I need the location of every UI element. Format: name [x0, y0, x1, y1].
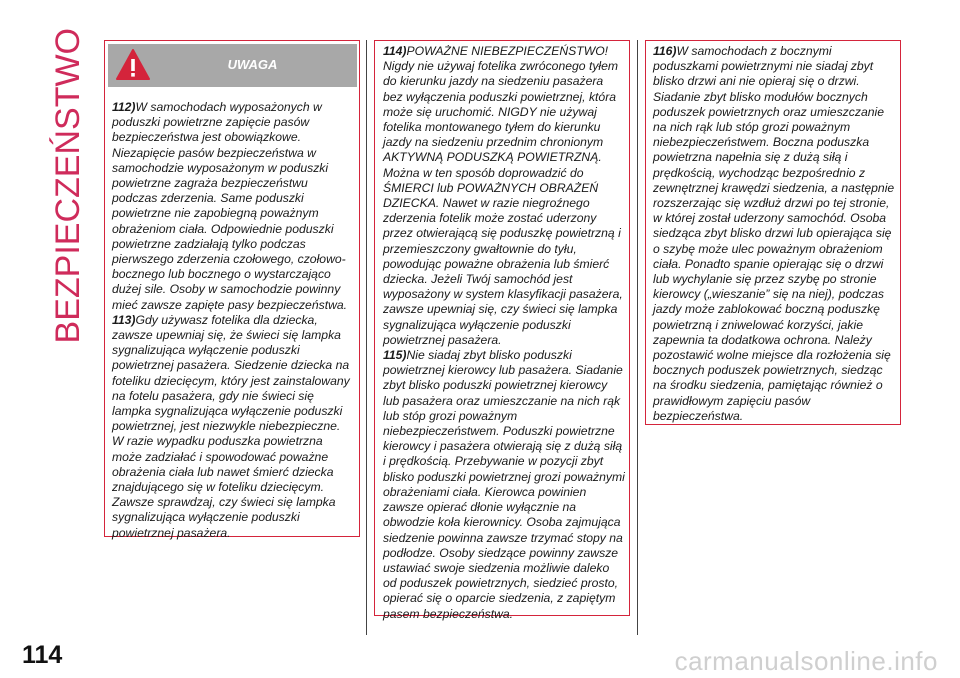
- section-title: BEZPIECZEŃSTWO: [48, 28, 87, 344]
- warning-title: UWAGA: [227, 57, 278, 72]
- warning-header: [108, 44, 357, 87]
- watermark: carmanualsonline.info: [674, 646, 938, 676]
- page-number: 114: [22, 641, 63, 669]
- column-divider-1: [366, 40, 367, 635]
- paragraph-112: 112)W samochodach wyposażonych w poduszki powietrzne zapięcie pasów bezpieczeństwa jest obowiązkowe. Niezapięcie pasów bezpieczeństwa w samochodzie wyposażonym w poduszki powietrzne zagraża bezpieczeństwu podczas zderzenia. Same poduszki powietrzne nie zapobiegną poważnym obrażeniom ciała. Odpowiednie poduszki powietrzne zadziałają tylko podczas pierwszego zderzenia czołowego, czołowo-bocznego lub bocznego o wystarczająco dużej sile. Osoby w samochodzie powinny mieć zawsze zapięte pasy bezpieczeństwa.: [112, 100, 348, 312]
- paragraph-115: 115)Nie siadaj zbyt blisko poduszki powietrznej kierowcy lub pasażera. Siadanie zbyt blisko poduszki powietrznej kierowcy lub pasażera oraz umieszczanie na nich rąk lub stóp grozi poważnym niebezpieczeństwem. Poduszki powietrzne kierowcy i pasażera otwierają się z dużą siłą i prędkością. Przebywanie w pozycji zbyt blisko poduszki powietrznej grozi poważnymi obrażeniami ciała. Kierowca powinien zawsze opierać dłonie wyłącznie na obwodzie koła kierownicy. Osoba zajmująca siedzenie powinna zawsze trzymać stopy na podłodze. Osoby siedzące powinny zawsze ustawiać swoje siedzenia możliwie daleko od poduszek powietrznych, siedzieć prosto, opierać się o oparcie siedzenia, z zapiętym pasem bezpieczeństwa.: [383, 348, 625, 621]
- column-3-text: [653, 44, 897, 424]
- paragraph-113: 113)Gdy używasz fotelika dla dziecka, zawsze upewniaj się, że świeci się lampka sygnalizująca wyłączenie poduszki powietrznej pasażera. Siedzenie dziecka na foteliku dziecięcym, który jest zainstalowany na fotelu pasażera, gdy nie świeci się lampka sygnalizująca wyłączenie poduszki powietrznej, jest niezwykle niebezpieczne. W razie wypadku poduszka powietrzna może zadziałać i spowodować poważne obrażenia ciała lub nawet śmierć dziecka znajdującego się w foteliku dziecięcym. Zawsze sprawdzaj, czy świeci się lampka sygnalizująca wyłączenie poduszki powietrznej pasażera.: [112, 312, 350, 540]
- paragraph-114: 114)POWAŻNE NIEBEZPIECZEŃSTWO! Nigdy nie używaj fotelika zwróconego tyłem do kierunku jazdy na siedzeniu pasażera bez wyłączenia poduszki powietrznej, która może się uruchomić. NIGDY nie używaj fotelika montowanego tyłem do kierunku jazdy na siedzeniu przednim chronionym AKTYWNĄ PODUSZKĄ POWIETRZNĄ. Można w ten sposób doprowadzić do ŚMIERCI lub POWAŻNYCH OBRAŻEŃ DZIECKA. Nawet w razie niegroźnego zderzenia fotelik może zostać uderzony przez otwierającą się poduszkę powietrzną i przemieszczony gwałtownie do tyłu, powodując poważne obrażenia lub śmierć dziecka. Jeżeli Twój samochód jest wyposażony w system klasyfikacji pasażera, zawsze upewniaj się, czy świeci się lampka sygnalizująca wyłączenie poduszki powietrznej pasażera.: [383, 44, 623, 347]
- paragraph-116: 116)W samochodach z bocznymi poduszkami powietrznymi nie siadaj zbyt blisko drzwi ani nie opieraj się o drzwi. Siadanie zbyt blisko modułów bocznych poduszek powietrznych oraz umieszczanie na nich rąk lub stóp grozi poważnym niebezpieczeństwem. Boczna poduszka powietrzna napełnia się z dużą siłą i prędkością, wychodząc bezpośrednio z zewnętrznej krawędzi siedzenia, a następnie rozszerzając się wzdłuż drzwi po tej stronie, w której został uderzony samochód. Osoba siedząca zbyt blisko drzwi lub opierająca się o szybę może ulec poważnym obrażeniom ciała. Ponadto spanie opierając się o drzwi lub wychylanie się przez szybę po stronie kierowcy („wieszanie” się na niej), podczas jazdy może zablokować boczną poduszkę powietrzną i zniwelować korzyści, jakie zapewnia ta dodatkowa ochrona. Należy pozostawić wolne miejsce dla rozłożenia się bocznych poduszek powietrznych, siedząc na środku siedzenia, pamiętając również o prawidłowym zapięciu pasów bezpieczeństwa.: [653, 44, 895, 423]
- column-2-text: [383, 44, 625, 622]
- column-1-text: [112, 100, 354, 541]
- column-divider-2: [637, 40, 638, 635]
